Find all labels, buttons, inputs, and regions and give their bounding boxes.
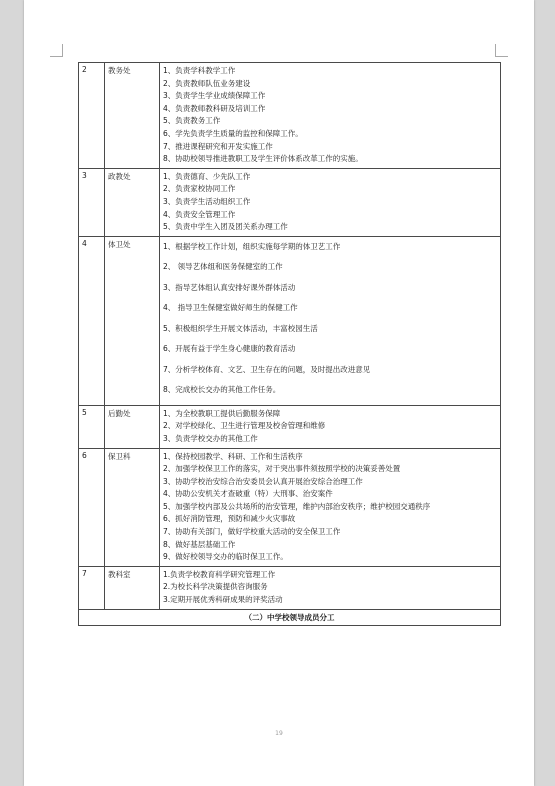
duty-list	[160, 168, 501, 236]
duty-item: 2.为校长科学决策提供咨询服务	[163, 582, 268, 592]
duty-item: 1、保持校园教学、科研、工作和生活秩序	[163, 451, 303, 461]
duty-item: 7、协助有关部门，做好学校重大活动的安全保卫工作	[163, 527, 341, 537]
duty-item: 5、负责中学生入团及团关系办理工作	[163, 222, 288, 232]
duty-item: 2、负责教师队伍业务建设	[163, 78, 251, 88]
duty-item: 2、 领导艺体组和医务保健室的工作	[163, 262, 283, 272]
duty-item: 7、推进课程研究和开发实施工作	[163, 141, 273, 151]
duty-row	[79, 168, 501, 236]
duty-list	[160, 566, 501, 609]
duty-item: 8、做好基层基础工作	[163, 539, 236, 549]
department-name: 教科室	[105, 566, 160, 609]
duty-item: 6、开展有益于学生身心健康的教育活动	[163, 344, 296, 354]
section-title: （二）中学校领导成员分工	[79, 609, 501, 625]
department-name: 教务处	[105, 63, 160, 169]
department-name: 体卫处	[105, 236, 160, 405]
document-page	[24, 0, 534, 786]
page-corner-mark	[50, 44, 63, 57]
duty-item: 3、负责学生学业成绩保障工作	[163, 91, 266, 101]
duty-item: 6、学先负责学生质量的监控和保障工作。	[163, 128, 303, 138]
duty-list	[160, 236, 501, 405]
duty-item: 5、加强学校内部及公共场所的治安管理，维护内部治安秩序；维护校园交通秩序	[163, 501, 431, 511]
duty-item: 4、负责安全管理工作	[163, 209, 236, 219]
page-corner-mark	[495, 44, 508, 57]
duty-item: 2、对学校绿化、卫生进行管理及校舍管理和维修	[163, 421, 326, 431]
duty-list	[160, 405, 501, 448]
duty-item: 1、为全校教职工提供后勤服务保障	[163, 408, 281, 418]
duty-item: 4、协助公安机关才查破重（特）大刑事、治安案件	[163, 489, 333, 499]
duty-table-body	[79, 63, 501, 610]
duty-row	[79, 566, 501, 609]
duty-item: 9、做好校领导交办的临时保卫工作。	[163, 552, 288, 562]
duty-item: 3.定期开展优秀科研成果的评奖活动	[163, 595, 283, 605]
duty-item: 8、协助校领导推进教职工及学生评价体系改革工作的实施。	[163, 154, 363, 164]
row-number: 6	[79, 448, 105, 566]
row-number: 3	[79, 168, 105, 236]
duty-item: 3、协助学校治安综合治安委员会认真开展治安综合治理工作	[163, 476, 363, 486]
duty-item: 1、负责德育、少先队工作	[163, 171, 251, 181]
duty-table	[78, 62, 501, 626]
duty-item: 1、负责学科教学工作	[163, 66, 236, 75]
duty-item: 3、指导艺体组认真安排好课外群体活动	[163, 282, 296, 292]
duty-item: 2、负责家校协同工作	[163, 184, 236, 194]
duty-item: 5、负责教务工作	[163, 116, 221, 126]
department-name: 后勤处	[105, 405, 160, 448]
duty-row	[79, 405, 501, 448]
duty-row	[79, 63, 501, 169]
row-number: 2	[79, 63, 105, 169]
duty-item: 3、负责学校交办的其他工作	[163, 433, 258, 443]
duty-row	[79, 448, 501, 566]
page-number: 19	[275, 730, 283, 737]
duty-item: 5、积极组织学生开展文体活动，丰富校园生活	[163, 323, 318, 333]
department-name: 政教处	[105, 168, 160, 236]
duty-item: 1.负责学校教育科学研究管理工作	[163, 569, 276, 579]
duty-item: 4、负责教师教科研及培训工作	[163, 103, 266, 113]
duty-item: 2、加强学校保卫工作的落实，对于突出事件须按照学校的决策妥善处置	[163, 464, 401, 474]
duty-list	[160, 63, 501, 169]
row-number: 7	[79, 566, 105, 609]
section-title-row	[79, 609, 501, 625]
duty-list	[160, 448, 501, 566]
duty-item: 1、根据学校工作计划，组织实施每学期的体卫艺工作	[163, 241, 341, 251]
row-number: 4	[79, 236, 105, 405]
duty-item: 4、 指导卫生保健室做好师生的保健工作	[163, 303, 298, 313]
duty-item: 3、负责学生活动组织工作	[163, 196, 251, 206]
duty-item: 6、抓好消防管理，预防和减少火灾事故	[163, 514, 296, 524]
duty-item: 7、分析学校体育、文艺、卫生存在的问题，及时提出改进意见	[163, 364, 371, 374]
duty-item: 8、完成校长交办的其他工作任务。	[163, 385, 281, 395]
row-number: 5	[79, 405, 105, 448]
duty-row	[79, 236, 501, 405]
department-name: 保卫科	[105, 448, 160, 566]
